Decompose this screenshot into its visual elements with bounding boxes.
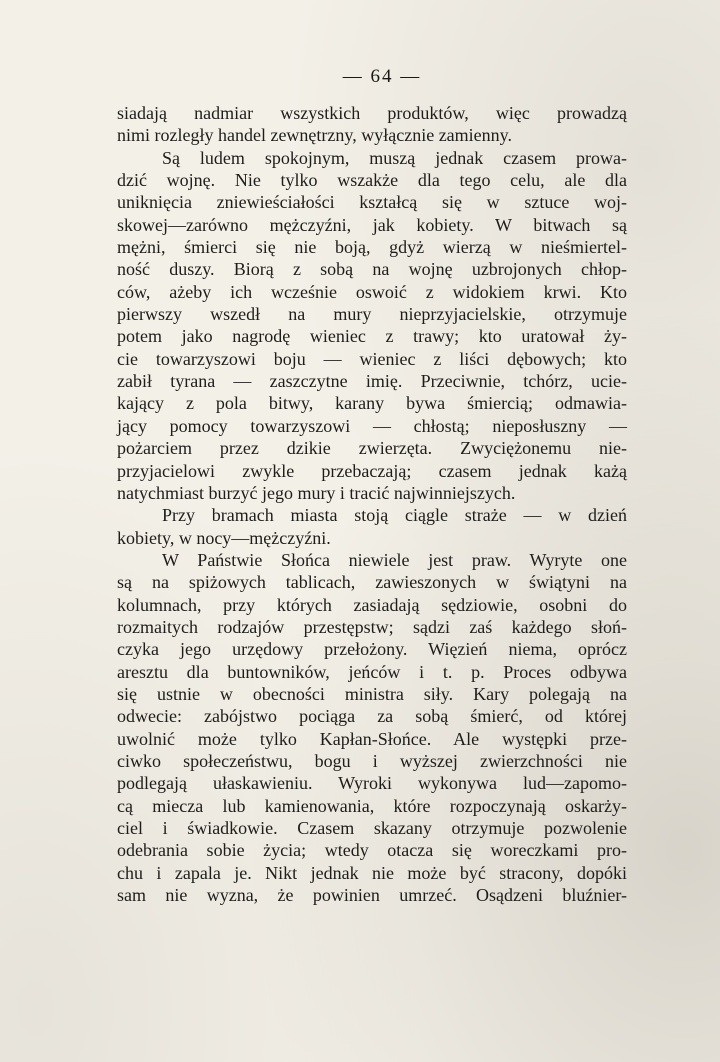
paragraph-start-line: W Państwie Słońca niewiele jest praw. Wyryte one [162,549,627,570]
text-line: są na spiżowych tablicach, zawieszonych w świątyni na [117,572,627,593]
paragraph-start-line: Są ludem spokojnym, muszą jednak czasem prowa- [162,147,627,168]
text-line: jący pomocy towarzyszowi — chłostą; nieposłuszny — [117,415,627,436]
text-line: kobiety, w nocy—mężczyźni. [117,527,331,548]
text-line: potem jako nagrodę wieniec z trawy; kto uratował ży- [117,326,627,347]
text-line: nimi rozległy handel zewnętrzny, wyłącznie zamienny. [117,125,512,146]
text-line: kolumnach, przy których zasiadają sędziowie, osobni do [117,594,627,615]
text-line: kający z pola bitwy, karany bywa śmiercią; odmawia- [117,393,627,414]
text-line: ność duszy. Biorą z sobą na wojnę uzbrojonych chłop- [117,259,627,280]
text-line: zabił tyrana — zaszczytne imię. Przeciwnie, tchórz, ucie- [117,371,627,392]
text-line: siadają nadmiar wszystkich produktów, więc prowadzą [117,103,627,123]
body-text [117,102,627,906]
text-line: uniknięcia zniewieściałości kształcą się w sztuce woj- [117,192,627,213]
text-line: dzić wojnę. Nie tylko wszakże dla tego celu, ale dla [117,170,627,191]
page-number: — 64 — [342,66,422,87]
paragraph-start-line: Przy bramach miasta stoją ciągle straże — w dzień [162,505,627,526]
text-line: rozmaitych rodzajów przestępstw; sądzi zaś każdego słoń- [117,616,627,637]
text-line: ciel i świadkowie. Czasem skazany otrzymuje pozwolenie [117,818,627,838]
text-line: pierwszy wszedł na mury nieprzyjacielskie, otrzymuje [117,304,627,325]
text-line: się ustnie w obecności ministra siły. Kary polegają na [117,683,627,704]
text-line: uwolnić może tylko Kapłan-Słońce. Ale występki prze- [117,728,627,749]
text-line: chu i zapala je. Nikt jednak nie może być stracony, dopóki [117,862,627,883]
text-line: cą miecza lub kamienowania, które rozpoczynają oskarży- [117,795,627,816]
text-line: mężni, śmierci się nie boją, gdyż wierzą w nieśmiertel- [117,237,627,258]
text-line: ciwko społeczeństwu, bogu i wyższej zwierzchności nie [117,750,627,771]
text-line: odwecie: zabójstwo pociąga za sobą śmierć, od której [117,706,627,727]
text-line: sam nie wyzna, że powinien umrzeć. Osądzeni bluźnier- [117,885,627,906]
text-line: pożarciem przez dzikie zwierzęta. Zwyciężonemu nie- [117,438,627,459]
text-line: odebrania sobie życia; wtedy otacza się woreczkami pro- [117,840,627,861]
text-line: skowej—zarówno mężczyźni, jak kobiety. W bitwach są [117,214,627,235]
text-line: aresztu dla buntowników, jeńców i t. p. Proces odbywa [117,661,627,682]
text-line: ców, ażeby ich wcześnie oswoić z widokiem krwi. Kto [117,281,627,302]
text-line: cie towarzyszowi boju — wieniec z liści dębowych; kto [117,348,627,369]
text-line: podlegają ułaskawieniu. Wyroki wykonywa lud—zapomo- [117,773,627,794]
text-line: czyka jego urzędowy przełożony. Więzień niema, oprócz [117,639,627,660]
text-line: natychmiast burzyć jego mury i tracić najwinniejszych. [117,482,516,503]
text-line: przyjacielowi zwykle przebaczają; czasem jednak każą [117,460,627,481]
